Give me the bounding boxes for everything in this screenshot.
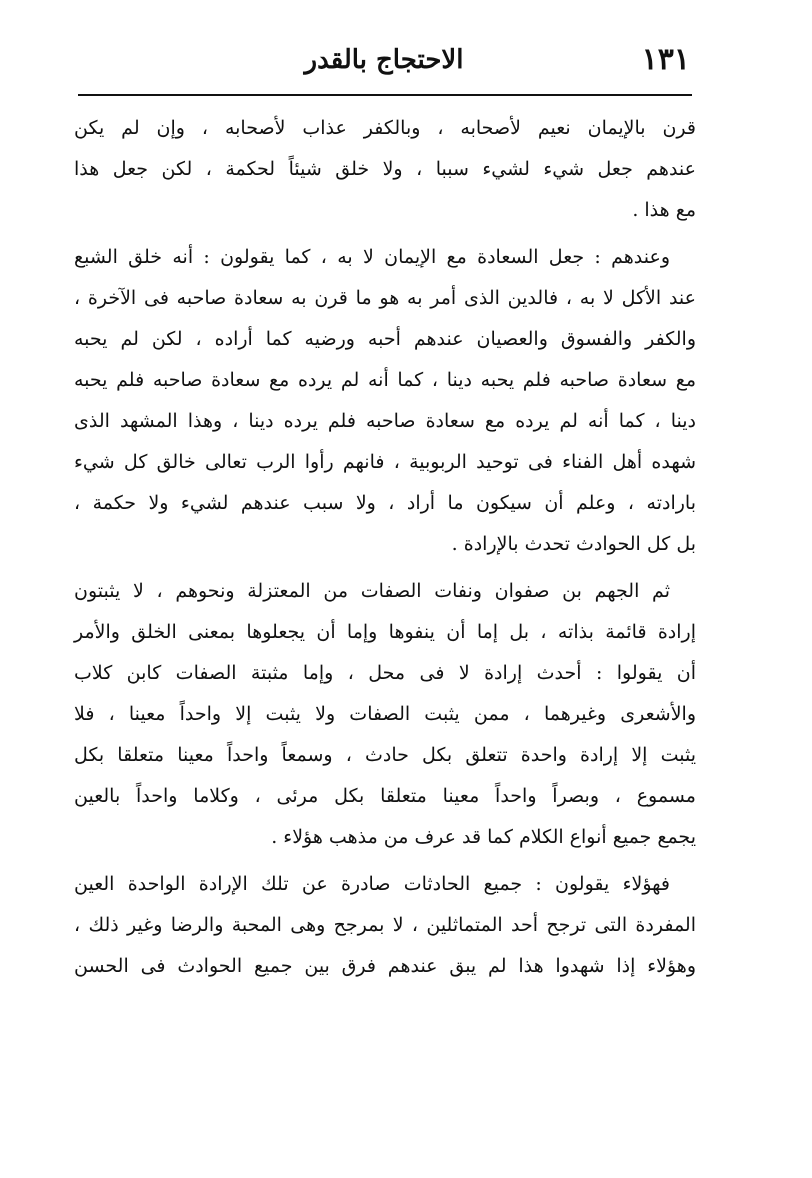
paragraph-4	[74, 864, 696, 987]
paragraph-3	[74, 571, 696, 858]
paragraph-1	[74, 108, 696, 231]
running-title: الاحتجاج بالقدر	[304, 45, 464, 75]
header-rule	[78, 94, 692, 96]
text-line: قرن بالإيمان نعيم لأصحابه ، وبالكفر عذاب لأصحابه ، وإن لم يكن	[74, 117, 696, 139]
text-line: والأشعرى وغيرهما ، ممن يثبت الصفات ولا يثبت إلا واحداً معينا ، فلا	[74, 703, 696, 725]
text-line: والكفر والفسوق والعصيان عندهم أحبه ورضيه كما أراده ، لكن لم يحبه	[74, 328, 696, 350]
text-line: عند الأكل لا به ، فالدين الذى أمر به هو ما قرن به سعادة صاحبه فى الآخرة ،	[74, 287, 696, 309]
text-line: المفردة التى ترجح أحد المتماثلين ، لا بمرجح وهى المحبة والرضا وغير ذلك ،	[74, 914, 696, 936]
text-line: وهؤلاء إذا شهدوا هذا لم يبق عندهم فرق بين جميع الحوادث فى الحسن	[74, 955, 696, 977]
page-number: ١٣١	[641, 42, 690, 77]
text-line: فهؤلاء يقولون : جميع الحادثات صادرة عن تلك الإرادة الواحدة العين	[74, 873, 670, 895]
text-line: بل كل الحوادث تحدث بالإرادة .	[451, 533, 696, 555]
text-line: وعندهم : جعل السعادة مع الإيمان لا به ، كما يقولون : أنه خلق الشبع	[74, 246, 670, 268]
text-line: مع سعادة صاحبه فلم يحبه دينا ، كما أنه لم يرده مع سعادة صاحبه فلم يحبه	[74, 369, 696, 391]
text-line: بارادته ، وعلم أن سيكون ما أراد ، ولا سبب عندهم لشيء ولا حكمة ،	[74, 492, 696, 514]
text-line: شهده أهل الفناء فى توحيد الربوبية ، فانهم رأوا الرب تعالى خالق كل شيء	[74, 451, 696, 473]
text-line: أن يقولوا : أحدث إرادة لا فى محل ، وإما مثبتة الصفات كابن كلاب	[74, 662, 696, 684]
text-line: مسموع ، وبصراً واحداً معينا متعلقا بكل مرئى ، وكلاما واحداً بالعين	[74, 785, 696, 807]
text-line: عندهم جعل شيء لشيء سببا ، ولا خلق شيئاً لحكمة ، لكن جعل هذا	[74, 158, 696, 180]
page-body	[74, 108, 696, 987]
page-header	[78, 40, 690, 88]
text-line: يثبت إلا إرادة واحدة تتعلق بكل حادث ، وسمعاً واحداً معينا متعلقا بكل	[74, 744, 696, 766]
text-line: ثم الجهم بن صفوان ونفات الصفات من المعتزلة ونحوهم ، لا يثبتون	[74, 580, 670, 602]
paragraph-2	[74, 237, 696, 565]
text-line: دينا ، كما أنه لم يرده مع سعادة صاحبه فلم يرده دينا ، وهذا المشهد الذى	[74, 410, 696, 432]
text-line: إرادة قائمة بذاته ، بل إما أن ينفوها وإما أن يجعلوها بمعنى الخلق والأمر	[74, 621, 696, 643]
text-line: يجمع جميع أنواع الكلام كما قد عرف من مذهب هؤلاء .	[271, 826, 696, 848]
text-line: مع هذا .	[632, 199, 696, 221]
